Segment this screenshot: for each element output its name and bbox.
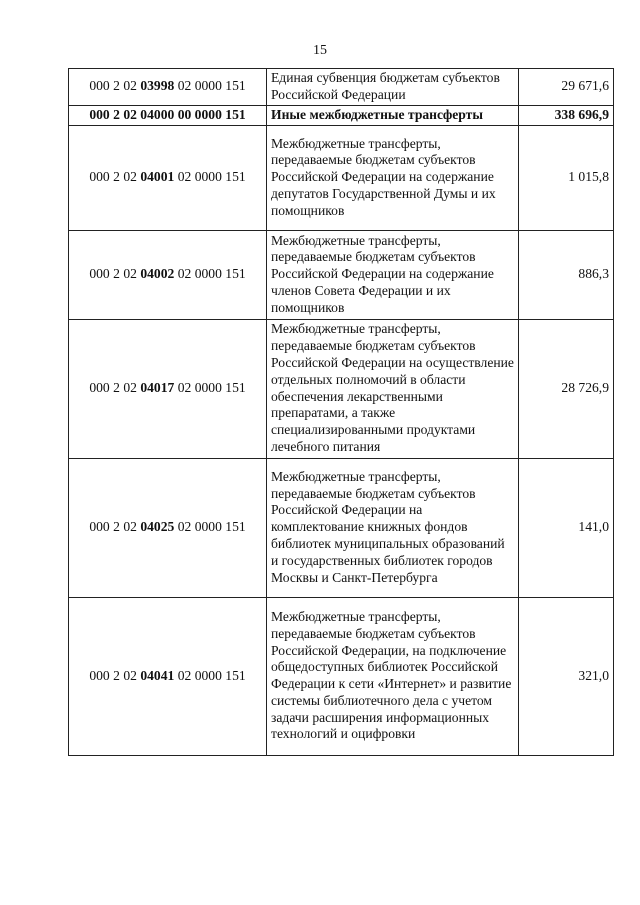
code-prefix: 000 2 02: [89, 266, 141, 282]
table-row-total: [69, 105, 614, 125]
budget-table: [68, 68, 614, 756]
amount-cell: 28 726,9: [519, 319, 614, 458]
amount-cell: 1 015,8: [519, 125, 614, 230]
code-bold-part: 04041: [140, 667, 175, 683]
amount-cell: 141,0: [519, 458, 614, 597]
code-bold-part: 04002: [140, 266, 175, 282]
budget-code-cell: 000 2 02 04000 00 0000 151: [69, 105, 267, 125]
code-prefix: 000 2 02: [89, 169, 141, 185]
code-bold-part: 04001: [140, 169, 175, 185]
amount-cell: 29 671,6: [519, 69, 614, 106]
description-cell: Межбюджетные трансферты, передаваемые бюджетам субъектов Российской Федерации на содержание членов Совета Федерации и их помощников: [267, 230, 519, 319]
code-prefix: 000 2 02: [89, 519, 141, 535]
code-suffix: 02 0000 151: [174, 169, 246, 185]
page-number: 15: [313, 43, 327, 58]
code-suffix: 02 0000 151: [174, 78, 246, 94]
table-row: [69, 230, 614, 319]
code-prefix: 000 2 02: [89, 380, 141, 396]
budget-code-cell: [69, 69, 267, 106]
code-bold-part: 03998: [140, 78, 175, 94]
table-row: [69, 319, 614, 458]
table-row: [69, 597, 614, 755]
table-row: [69, 69, 614, 106]
budget-code-cell: [69, 319, 267, 458]
description-cell: Межбюджетные трансферты, передаваемые бюджетам субъектов Российской Федерации на осуществление отдельных полномочий в области обеспечения лекарственными препаратами, а также специализированными продуктами лечебного питания: [267, 319, 519, 458]
code-prefix: 000 2 02: [89, 78, 141, 94]
amount-cell: 886,3: [519, 230, 614, 319]
code-bold-part: 04017: [140, 380, 175, 396]
table-row: [69, 458, 614, 597]
budget-code-cell: [69, 125, 267, 230]
code-suffix: 02 0000 151: [174, 667, 246, 683]
budget-code-cell: [69, 230, 267, 319]
description-cell: Единая субвенция бюджетам субъектов Российской Федерации: [267, 69, 519, 106]
description-cell: Иные межбюджетные трансферты: [267, 105, 519, 125]
budget-code-cell: [69, 597, 267, 755]
amount-cell: 321,0: [519, 597, 614, 755]
code-suffix: 02 0000 151: [174, 266, 246, 282]
code-prefix: 000 2 02: [89, 667, 141, 683]
code-suffix: 02 0000 151: [174, 519, 246, 535]
description-cell: Межбюджетные трансферты, передаваемые бюджетам субъектов Российской Федерации на содержание депутатов Государственной Думы и их помощников: [267, 125, 519, 230]
amount-cell: 338 696,9: [519, 105, 614, 125]
code-bold-part: 04025: [140, 519, 175, 535]
table-row: [69, 125, 614, 230]
code-suffix: 02 0000 151: [174, 380, 246, 396]
budget-code-cell: [69, 458, 267, 597]
description-cell: Межбюджетные трансферты, передаваемые бюджетам субъектов Российской Федерации, на подключение общедоступных библиотек Российской Федерации к сети «Интернет» и развитие системы библиотечного дела с учетом задачи расширения информационных технологий и оцифровки: [267, 597, 519, 755]
description-cell: Межбюджетные трансферты, передаваемые бюджетам субъектов Российской Федерации на комплектование книжных фондов библиотек муниципальных образований и государственных библиотек городов Москвы и Санкт-Петербурга: [267, 458, 519, 597]
